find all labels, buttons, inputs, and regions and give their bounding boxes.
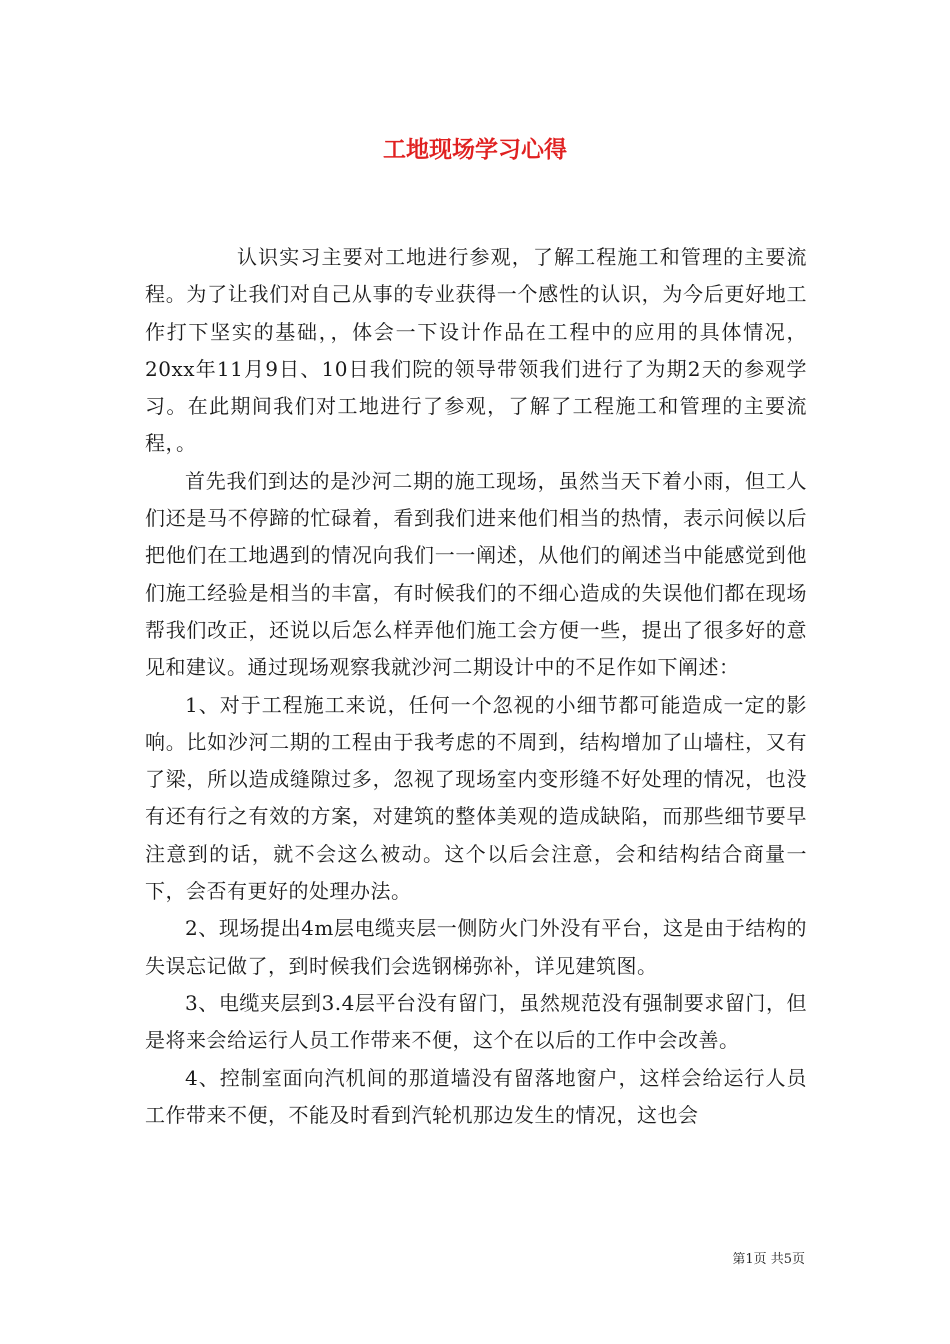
document-title: 工地现场学习心得 [383, 136, 567, 163]
paragraph-4: 2、现场提出4m层电缆夹层一侧防火门外没有平台，这是由于结构的失误忘记做了，到时候我们会选钢梯弥补，详见建筑图。 [145, 916, 807, 978]
document-body [145, 239, 807, 1134]
paragraph-1: 认识实习主要对工地进行参观，了解工程施工和管理的主要流程。为了让我们对自己从事的专业获得一个感性的认识，为今后更好地工作打下坚实的基础，，体会一下设计作品在工程中的应用的具体情况，20xx年11月9日、10日我们院的领导带领我们进行了为期2天的参观学习。在此期间我们对工地进行了参观，了解了工程施工和管理的主要流程，。 [145, 245, 807, 456]
paragraph-3: 1、对于工程施工来说，任何一个忽视的小细节都可能造成一定的影响。比如沙河二期的工程由于我考虑的不周到，结构增加了山墙柱，又有了梁，所以造成缝隙过多，忽视了现场室内变形缝不好处理的情况，也没有还有行之有效的方案，对建筑的整体美观的造成缺陷，而那些细节要早注意到的话，就不会这么被动。这个以后会注意，会和结构结合商量一下，会否有更好的处理办法。 [145, 692, 807, 904]
paragraph-5: 3、电缆夹层到3.4层平台没有留门，虽然规范没有强制要求留门，但是将来会给运行人员工作带来不便，这个在以后的工作中会改善。 [145, 990, 807, 1053]
page-number-footer: 第1页 共5页 [732, 1252, 805, 1267]
paragraph-2: 首先我们到达的是沙河二期的施工现场，虽然当天下着小雨，但工人们还是马不停蹄的忙碌着，看到我们进来他们相当的热情，表示问候以后把他们在工地遇到的情况向我们一一阐述，从他们的阐述当中能感觉到他们施工经验是相当的丰富，有时候我们的不细心造成的失误他们都在现场帮我们改正，还说以后怎么样弄他们施工会方便一些，提出了很多好的意见和建议。通过现场观察我就沙河二期设计中的不足作如下阐述： [145, 468, 807, 680]
paragraph-6: 4、控制室面向汽机间的那道墙没有留落地窗户，这样会给运行人员工作带来不便，不能及时看到汽轮机那边发生的情况，这也会 [145, 1065, 807, 1127]
